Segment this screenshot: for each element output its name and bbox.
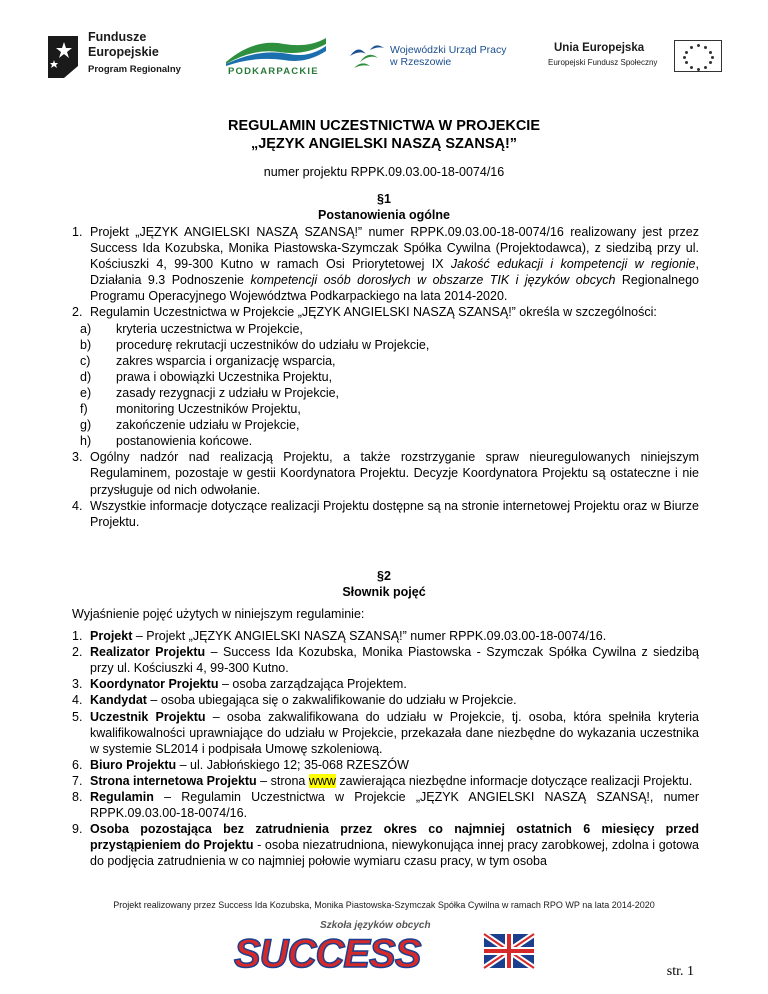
www-highlight: www bbox=[308, 773, 336, 788]
def-item: 5. Uczestnik Projektu – osoba zakwalifikowana do udziału w Projekcie, tj. osoba, która spełniła kryteria kwalifikowalności uprawniające do udziału w Projekcie, przekazała dane niezbędne do wykazania uczestnika w systemie SL2014 i podpisała Umowę szkoleniową. bbox=[72, 709, 699, 756]
fe-line2: Europejskie bbox=[88, 45, 159, 59]
def-item: 3. Koordynator Projektu – osoba zarządzająca Projektem. bbox=[72, 677, 407, 692]
def-item: 8. Regulamin – Regulamin Uczestnictwa w Projekcie „JĘZYK ANGIELSKI NASZĄ SZANSĄ!, numer RPPK.09.03.00-18-0074/16. bbox=[72, 790, 699, 821]
project-number: numer projektu RPPK.09.03.00-18-0074/16 bbox=[263, 165, 505, 179]
ue-line2: Europejski Fundusz Społeczny bbox=[548, 58, 658, 67]
doc-title-line1: REGULAMIN UCZESTNICTWA W PROJEKCIE bbox=[227, 118, 541, 134]
fe-line1: Fundusze bbox=[88, 30, 147, 44]
logo-success bbox=[234, 918, 544, 978]
def-item: 9. Osoba pozostająca bez zatrudnienia przez okres co najmniej ostatnich 6 miesięcy przed przystąpieniem do Projektu - osoba niezatrudniona, niewykonująca innej pracy zarobkowej, zdolna i gotowa do podjęcia zatrudnienia w co najmniej połowie wymiaru czasu pracy, w tym osoba bbox=[72, 822, 699, 869]
def-item: 7. Strona internetowa Projektu – strona www zawierająca niezbędne informacje dotyczące realizacji Projektu. bbox=[72, 773, 693, 788]
s1-p1-c: Regionalnego Programu Operacyjnego Województwa Podkarpackiego na lata 2014-2020. bbox=[90, 273, 699, 304]
eu-flag-icon bbox=[674, 40, 722, 72]
s2-intro: Wyjaśnienie pojęć użytych w niniejszym regulaminie: bbox=[72, 607, 365, 621]
s1-p4: Wszystkie informacje dotyczące realizacji Projektu dostępne są na stronie internetowej Projektu oraz w Biurze Projektu. bbox=[90, 498, 699, 529]
podkarpackie-hills-icon bbox=[224, 34, 329, 66]
section1-sign: §1 bbox=[377, 192, 391, 206]
alpha-item: c) zakres wsparcia i organizację wsparcia, bbox=[80, 353, 336, 368]
logo-podkarpackie bbox=[224, 34, 329, 78]
uk-flag-icon bbox=[480, 928, 540, 974]
podkarpackie-label: PODKARPACKIE bbox=[228, 66, 319, 77]
s1-p1-i2: kompetencji osób dorosłych w obszarze TIK i języków obcych bbox=[250, 273, 616, 288]
def-item: 1. Projekt – Projekt „JĘZYK ANGIELSKI NASZĄ SZANSĄ!” numer RPPK.09.03.00-18-0074/16. bbox=[72, 629, 607, 644]
list-item: 2. Regulamin Uczestnictwa w Projekcie „JĘZYK ANGIELSKI NASZĄ SZANSĄ!” określa w szczególności: bbox=[72, 304, 699, 320]
section1-title: Postanowienia ogólne bbox=[318, 208, 450, 222]
section1-list bbox=[72, 224, 699, 530]
alpha-item: b) procedurę rekrutacji uczestników do udziału w Projekcie, bbox=[80, 337, 430, 352]
s1-p3: Ogólny nadzór nad realizacją Projektu, a także rozstrzyganie spraw nieuregulowanych niniejszym Regulaminem, pozostaje w gestii Koordynatora Projektu. Decyzje Koordynatora Projektu są ostateczne i nie przysługuje od nich odwołanie. bbox=[90, 450, 699, 497]
def-item: 6. Biuro Projektu – ul. Jabłońskiego 12; 35-068 RZESZÓW bbox=[72, 757, 409, 772]
ue-line1: Unia Europejska bbox=[554, 42, 645, 54]
footer-text: Projekt realizowany przez Success Ida Kozubska, Monika Piastowska-Szymczak Spółka Cywilna w ramach RPO WP na lata 2014-2020 bbox=[113, 900, 655, 910]
s1-p2: Regulamin Uczestnictwa w Projekcie „JĘZYK ANGIELSKI NASZĄ SZANSĄ!” określa w szczególności: bbox=[90, 305, 657, 320]
s1-p1-a: Projekt „JĘZYK ANGIELSKI NASZĄ SZANSĄ!” numer RPPK.09.03.00-18-0074/16 realizowany jest przez Success Ida Kozubska, Monika Piastowska-Szymczak Spółka Cywilna (Projektodawca), z siedzibą przy ul. Kościuszki 4, 99-300 Kutno w ramach Osi Priorytetowej IX bbox=[90, 225, 699, 272]
section2-title: Słownik pojęć bbox=[342, 585, 426, 599]
logo-fundusze-europejskie bbox=[44, 30, 194, 86]
s1-p1-i1: Jakość edukacji i kompetencji w regionie bbox=[450, 257, 696, 272]
def-item: 2. Realizator Projektu – Success Ida Kozubska, Monika Piastowska - Szymczak Spółka Cywilna z siedzibą przy ul. Kościuszki 4, 99-300 Kutno. bbox=[72, 645, 699, 676]
fe-line3: Program Regionalny bbox=[88, 64, 181, 75]
wup-line2: w Rzeszowie bbox=[390, 56, 452, 68]
wup-birds-icon bbox=[348, 42, 386, 72]
logo-wup bbox=[348, 42, 528, 76]
fe-star-icon bbox=[44, 32, 84, 82]
alpha-item: h) postanowienia końcowe. bbox=[80, 434, 253, 449]
section2-list bbox=[72, 606, 699, 870]
section2-sign: §2 bbox=[377, 569, 391, 583]
success-wordmark: SUCCESS bbox=[234, 932, 421, 976]
alpha-item: g) zakończenie udziału w Projekcie, bbox=[80, 418, 300, 433]
wup-line1: Wojewódzki Urząd Pracy bbox=[390, 44, 507, 56]
list-item: 1. Projekt „JĘZYK ANGIELSKI NASZĄ SZANSĄ!” numer RPPK.09.03.00-18-0074/16 realizowany jest przez Success Ida Kozubska, Monika Piastowska-Szymczak Spółka Cywilna (Projektodawca), z siedzibą przy ul. Kościuszki 4, 99-300 Kutno w ramach Osi Priorytetowej IX Jakość edukacji i kompetencji w regionie, Działania 9.3 Podnoszenie kompetencji osób dorosłych w obszarze TIK i języków obcych Regionalnego Programu Operacyjnego Województwa Podkarpackiego na lata 2014-2020. bbox=[72, 225, 699, 304]
list-item: 4. Wszystkie informacje dotyczące realizacji Projektu dostępne są na stronie internetowej Projektu oraz w Biurze Projektu. bbox=[72, 498, 699, 529]
list-item: 3. Ogólny nadzór nad realizacją Projektu, a także rozstrzyganie spraw nieuregulowanych niniejszym Regulaminem, pozostaje w gestii Koordynatora Projektu. Decyzje Koordynatora Projektu są ostateczne i nie przysługuje od nich odwołanie. bbox=[72, 450, 699, 497]
alpha-item: e) zasady rezygnacji z udziału w Projekcie, bbox=[80, 385, 340, 400]
s1-p1-b: , Działania 9.3 Podnoszenie bbox=[90, 257, 699, 288]
alpha-item: d) prawa i obowiązki Uczestnika Projektu, bbox=[80, 369, 333, 384]
doc-title-line2: „JĘZYK ANGIELSKI NASZĄ SZANSĄ!” bbox=[250, 136, 518, 152]
alpha-item: a) kryteria uczestnictwa w Projekcie, bbox=[80, 321, 303, 336]
logo-unia-europejska bbox=[548, 42, 728, 76]
alpha-item: f) monitoring Uczestników Projektu, bbox=[80, 402, 301, 417]
success-tagline: Szkoła języków obcych bbox=[320, 920, 431, 931]
def-item: 4. Kandydat – osoba ubiegająca się o zakwalifikowanie do udziału w Projekcie. bbox=[72, 693, 517, 708]
page-number: str. 1 bbox=[666, 964, 694, 979]
